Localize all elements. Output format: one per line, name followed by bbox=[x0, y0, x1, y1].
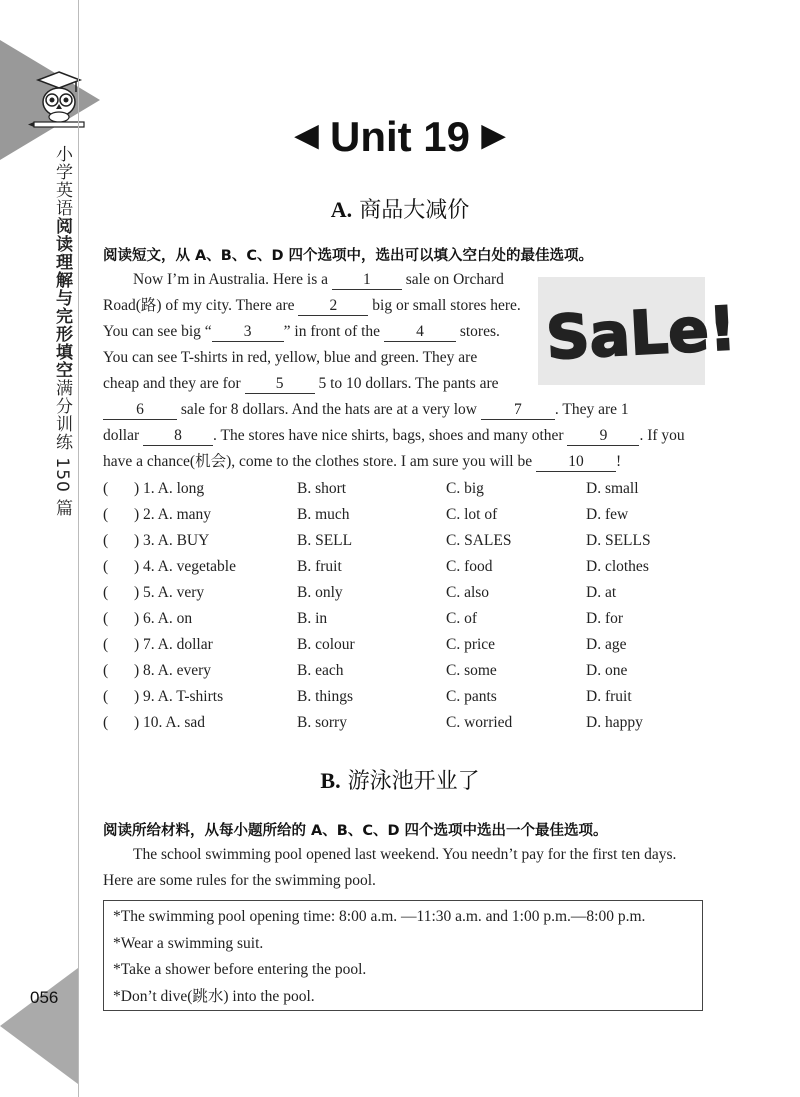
option-a: 1. A. long bbox=[143, 480, 205, 497]
sidebar-bottom-triangle bbox=[0, 968, 78, 1084]
blank-6: 6 bbox=[103, 401, 177, 420]
blank-4: 4 bbox=[384, 323, 456, 342]
answer-paren-close: ) bbox=[134, 688, 140, 705]
option-b: B. short bbox=[297, 480, 347, 497]
option-a: 2. A. many bbox=[143, 506, 212, 523]
question-row bbox=[103, 580, 703, 606]
option-d: D. age bbox=[586, 636, 627, 653]
option-c: C. price bbox=[446, 636, 496, 653]
option-c: C. pants bbox=[446, 688, 497, 705]
section-b-title-text: 游泳池开业了 bbox=[347, 769, 480, 794]
section-b-title bbox=[0, 764, 800, 795]
sidebar-divider bbox=[78, 0, 79, 1097]
option-c: C. of bbox=[446, 610, 477, 627]
passage-line-4 bbox=[103, 345, 477, 371]
passage-text: big or small stores here. bbox=[372, 297, 521, 314]
sidebar bbox=[0, 0, 78, 1097]
answer-paren-open: ( bbox=[103, 636, 109, 653]
passage-text: ! bbox=[616, 453, 622, 470]
answer-paren-close: ) bbox=[134, 636, 140, 653]
option-d: D. clothes bbox=[586, 558, 649, 575]
passage-line-6 bbox=[103, 397, 629, 423]
option-b: B. in bbox=[297, 610, 328, 627]
option-c: C. lot of bbox=[446, 506, 498, 523]
unit-title bbox=[0, 113, 800, 161]
answer-paren-close: ) bbox=[134, 532, 140, 549]
answer-paren-open: ( bbox=[103, 584, 109, 601]
option-d: D. happy bbox=[586, 714, 643, 731]
option-d: D. for bbox=[586, 610, 624, 627]
sale-image-text: SaLe! bbox=[544, 293, 738, 374]
question-row bbox=[103, 476, 703, 502]
option-c: C. big bbox=[446, 480, 484, 497]
option-b: B. much bbox=[297, 506, 350, 523]
passage-line-7 bbox=[103, 423, 685, 449]
answer-paren-close: ) bbox=[134, 662, 140, 679]
answer-paren-open: ( bbox=[103, 610, 109, 627]
option-d: D. at bbox=[586, 584, 617, 601]
passage-line-1 bbox=[133, 267, 504, 293]
section-a-title-text: 商品大减价 bbox=[359, 198, 470, 223]
passage-text: Now I’m in Australia. Here is a bbox=[133, 271, 328, 288]
book-title-part1: 小学英语 bbox=[52, 145, 72, 217]
option-a: 4. A. vegetable bbox=[143, 558, 236, 575]
option-b: B. only bbox=[297, 584, 343, 601]
answer-paren-open: ( bbox=[103, 532, 109, 549]
passage-text: You can see T-shirts in red, yellow, blue and green. They are bbox=[103, 349, 478, 366]
question-row bbox=[103, 632, 703, 658]
passage-text: sale on Orchard bbox=[405, 271, 504, 288]
question-row bbox=[103, 554, 703, 580]
answer-paren-open: ( bbox=[103, 558, 109, 575]
right-triangle-icon: ▶ bbox=[481, 119, 505, 152]
answer-paren-open: ( bbox=[103, 480, 109, 497]
option-b: B. SELL bbox=[297, 532, 353, 549]
passage-text: . The stores have nice shirts, bags, shoes and many other bbox=[213, 427, 564, 444]
question-row bbox=[103, 528, 703, 554]
blank-9: 9 bbox=[567, 427, 639, 446]
question-row bbox=[103, 684, 703, 710]
rule-item: *The swimming pool opening time: 8:00 a.m. —11:30 a.m. and 1:00 p.m.—8:00 p.m. bbox=[113, 908, 646, 925]
blank-7: 7 bbox=[481, 401, 555, 420]
book-title-bold-part: 阅读理解与完形填空 bbox=[52, 217, 72, 379]
blank-1: 1 bbox=[332, 271, 402, 290]
answer-paren-open: ( bbox=[103, 662, 109, 679]
passage-text: ” in front of the bbox=[283, 323, 381, 340]
answer-paren-close: ) bbox=[134, 480, 140, 497]
option-b: B. things bbox=[297, 688, 353, 705]
passage-text: stores. bbox=[459, 323, 500, 340]
answer-paren-close: ) bbox=[134, 558, 140, 575]
option-a: 6. A. on bbox=[143, 610, 193, 627]
option-c: C. food bbox=[446, 558, 493, 575]
page-number: 056 bbox=[30, 988, 59, 1007]
answer-paren-close: ) bbox=[134, 506, 140, 523]
option-d: D. few bbox=[586, 506, 629, 523]
option-c: C. some bbox=[446, 662, 497, 679]
passage-text: . If you bbox=[639, 427, 685, 444]
option-d: D. SELLS bbox=[586, 532, 651, 549]
section-b-intro-line-2: Here are some rules for the swimming pool. bbox=[103, 872, 376, 889]
section-b-intro-line-1: The school swimming pool opened last weekend. You needn’t pay for the first ten days. bbox=[133, 846, 677, 863]
blank-2: 2 bbox=[298, 297, 368, 316]
answer-paren-open: ( bbox=[103, 506, 109, 523]
answer-paren-close: ) bbox=[134, 584, 140, 601]
option-c: C. worried bbox=[446, 714, 513, 731]
option-d: D. small bbox=[586, 480, 639, 497]
option-b: B. fruit bbox=[297, 558, 342, 575]
question-row bbox=[103, 658, 703, 684]
blank-5: 5 bbox=[245, 375, 315, 394]
answer-paren-open: ( bbox=[103, 688, 109, 705]
option-a: 9. A. T-shirts bbox=[143, 688, 224, 705]
section-b-letter: B. bbox=[320, 768, 341, 793]
passage-line-3 bbox=[103, 319, 500, 345]
passage-text: You can see big “ bbox=[103, 323, 212, 340]
answer-paren-close: ) bbox=[134, 714, 140, 731]
passage-line-2 bbox=[103, 293, 521, 319]
book-title-part3: 满分训练 150 篇 bbox=[52, 379, 72, 518]
passage-text: sale for 8 dollars. And the hats are at a very low bbox=[180, 401, 478, 418]
sale-image bbox=[538, 277, 738, 385]
section-b-instruction: 阅读所给材料，从每小题所给的 A、B、C、D 四个选项中选出一个最佳选项。 bbox=[103, 823, 608, 839]
rules-box bbox=[103, 900, 703, 1011]
passage-text: dollar bbox=[103, 427, 140, 444]
passage-line-5 bbox=[103, 371, 499, 397]
blank-8: 8 bbox=[143, 427, 213, 446]
unit-title-text: Unit 19 bbox=[329, 113, 471, 160]
section-a-title bbox=[0, 193, 800, 224]
rule-item: *Take a shower before entering the pool. bbox=[113, 961, 367, 978]
blank-10: 10 bbox=[536, 453, 616, 472]
rule-item: *Don’t dive(跳水) into the pool. bbox=[113, 987, 315, 1005]
sale-sign-graphic bbox=[538, 277, 738, 385]
option-a: 3. A. BUY bbox=[143, 532, 210, 549]
passage-text: . They are 1 bbox=[554, 401, 629, 418]
answer-paren-open: ( bbox=[103, 714, 109, 731]
option-a: 8. A. every bbox=[143, 662, 212, 679]
question-row bbox=[103, 710, 703, 736]
passage-line-8 bbox=[103, 449, 621, 475]
option-b: B. each bbox=[297, 662, 344, 679]
left-triangle-icon: ◀ bbox=[295, 119, 319, 152]
passage-text: 5 to 10 dollars. The pants are bbox=[318, 375, 499, 392]
passage-text: Road(路) of my city. There are bbox=[103, 297, 295, 314]
option-a: 7. A. dollar bbox=[143, 636, 213, 653]
option-b: B. colour bbox=[297, 636, 355, 653]
answer-paren-close: ) bbox=[134, 610, 140, 627]
rule-item: *Wear a swimming suit. bbox=[113, 934, 264, 952]
option-c: C. SALES bbox=[446, 532, 512, 549]
option-b: B. sorry bbox=[297, 714, 347, 731]
blank-3: 3 bbox=[212, 323, 284, 342]
option-d: D. fruit bbox=[586, 688, 632, 705]
option-c: C. also bbox=[446, 584, 490, 601]
question-row bbox=[103, 502, 703, 528]
section-a-letter: A. bbox=[330, 197, 353, 222]
passage-text: have a chance(机会), come to the clothes store. I am sure you will be bbox=[103, 453, 533, 470]
question-row bbox=[103, 606, 703, 632]
section-a-instruction: 阅读短文，从 A、B、C、D 四个选项中，选出可以填入空白处的最佳选项。 bbox=[103, 248, 594, 264]
option-a: 5. A. very bbox=[143, 584, 205, 601]
passage-text: cheap and they are for bbox=[103, 375, 241, 392]
option-d: D. one bbox=[586, 662, 628, 679]
option-a: 10. A. sad bbox=[143, 714, 205, 731]
